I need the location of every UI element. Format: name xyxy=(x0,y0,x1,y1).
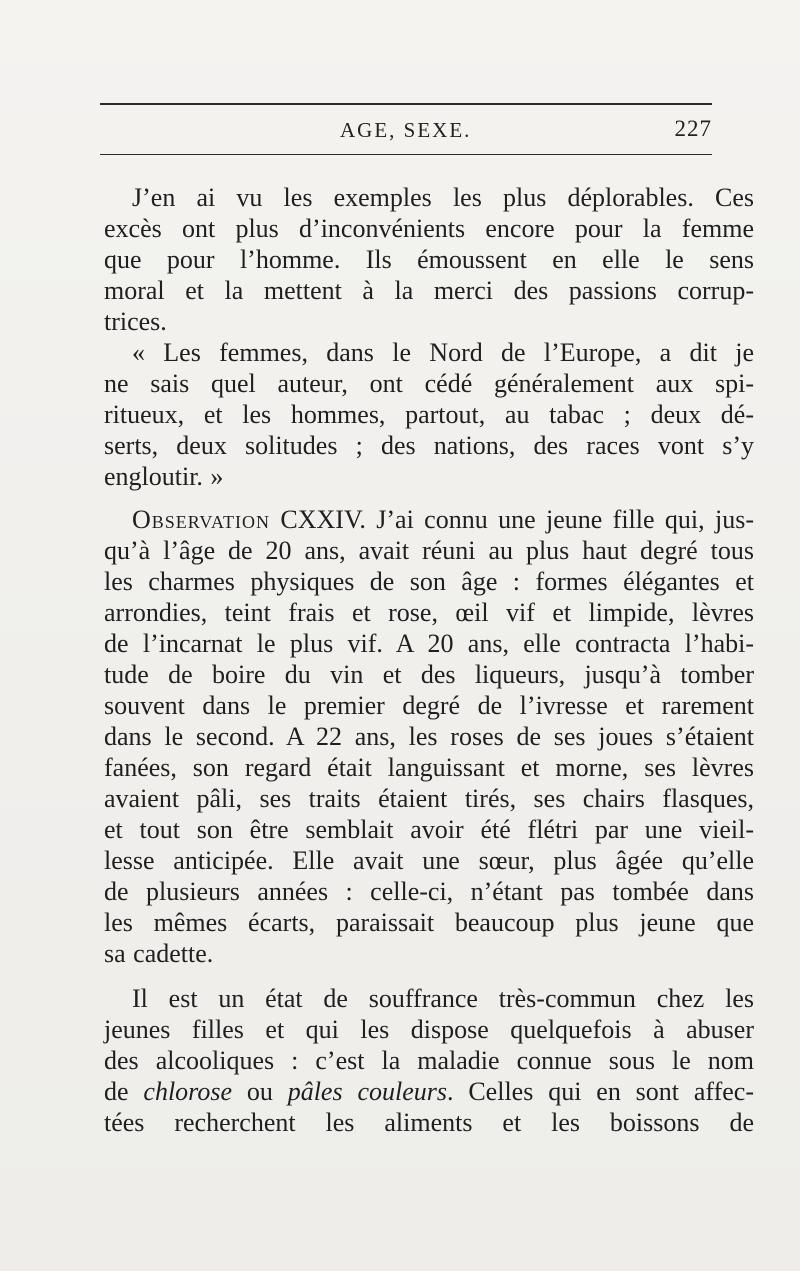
text-line: tude de boire du vin et des liqueurs, jusqu’à tomber xyxy=(104,660,754,689)
text-line: J’en ai vu les exemples les plus déplorables. Ces xyxy=(132,183,754,212)
text-line: « Les femmes, dans le Nord de l’Europe, a dit je xyxy=(132,338,754,367)
page-number: 227 xyxy=(674,116,712,141)
text-line: souvent dans le premier degré de l’ivresse et rarement xyxy=(104,691,754,720)
observation-label: Observation xyxy=(132,505,271,534)
text-line: moral et la mettent à la merci des passions corrup- xyxy=(104,276,754,305)
text-line: tées recherchent les aliments et les boissons de xyxy=(104,1108,754,1137)
text-line: fanées, son regard était languissant et morne, ses lèvres xyxy=(104,753,754,782)
header-rule-top xyxy=(100,103,712,105)
observation-first-line xyxy=(104,504,754,535)
text-line: avaient pâli, ses traits étaient tirés, ses chairs flasques, xyxy=(104,784,754,813)
text-line: les charmes physiques de son âge : formes élégantes et xyxy=(104,567,754,596)
text-line: jeunes filles et qui les dispose quelquefois à abuser xyxy=(104,1015,754,1044)
text-line: dans le second. A 22 ans, les roses de ses joues s’étaient xyxy=(104,722,754,751)
text-run: ou xyxy=(231,1077,288,1106)
paragraph-gap xyxy=(104,969,754,983)
body-text xyxy=(104,182,754,1138)
observation-text: J’ai connu une jeune fille qui, jus- xyxy=(376,505,754,534)
text-line: et tout son être semblait avoir été flétri par une vieil- xyxy=(104,815,754,844)
running-head-title: AGE, SEXE. xyxy=(340,118,472,142)
text-line: excès ont plus d’inconvénients encore pour la femme xyxy=(104,214,754,243)
text-line: serts, deux solitudes ; des nations, des races vont s’y xyxy=(104,431,754,460)
text-line: qu’à l’âge de 20 ans, avait réuni au plus haut degré tous xyxy=(104,536,754,565)
running-head xyxy=(100,114,712,148)
paragraph-4 xyxy=(104,983,754,1138)
text-line: lesse anticipée. Elle avait une sœur, plus âgée qu’elle xyxy=(104,846,754,875)
paragraph-1 xyxy=(104,182,754,337)
text-line: ritueux, et les hommes, partout, au tabac ; deux dé- xyxy=(104,400,754,429)
text-run: de xyxy=(104,1077,144,1106)
paragraph-observation xyxy=(104,504,754,969)
text-line: de l’incarnat le plus vif. A 20 ans, elle contracta l’habi- xyxy=(104,629,754,658)
text-line: de plusieurs années : celle-ci, n’étant pas tombée dans xyxy=(104,877,754,906)
observation-number: CXXIV. xyxy=(280,505,366,534)
paragraph-2 xyxy=(104,337,754,492)
text-line: arrondies, teint frais et rose, œil vif et limpide, lèvres xyxy=(104,598,754,627)
text-run: . Celles qui en sont affec- xyxy=(446,1077,754,1106)
italic-term: pâles couleurs xyxy=(287,1077,447,1106)
text-line: Il est un état de souffrance très-commun chez les xyxy=(132,984,754,1013)
text-line: trices. xyxy=(104,307,167,336)
paragraph-gap xyxy=(104,492,754,504)
text-line: les mêmes écarts, paraissait beaucoup plus jeune que xyxy=(104,908,754,937)
text-line: sa cadette. xyxy=(104,939,214,968)
text-line: ne sais quel auteur, ont cédé généralement aux spi- xyxy=(104,369,754,398)
text-line: des alcooliques : c’est la maladie connue sous le nom xyxy=(104,1046,754,1075)
text-line: que pour l’homme. Ils émoussent en elle le sens xyxy=(104,245,754,274)
italic-term: chlorose xyxy=(143,1077,232,1106)
header-rule-bottom xyxy=(100,154,712,155)
text-line: engloutir. » xyxy=(104,462,224,491)
text-line-with-italics xyxy=(104,1076,754,1107)
